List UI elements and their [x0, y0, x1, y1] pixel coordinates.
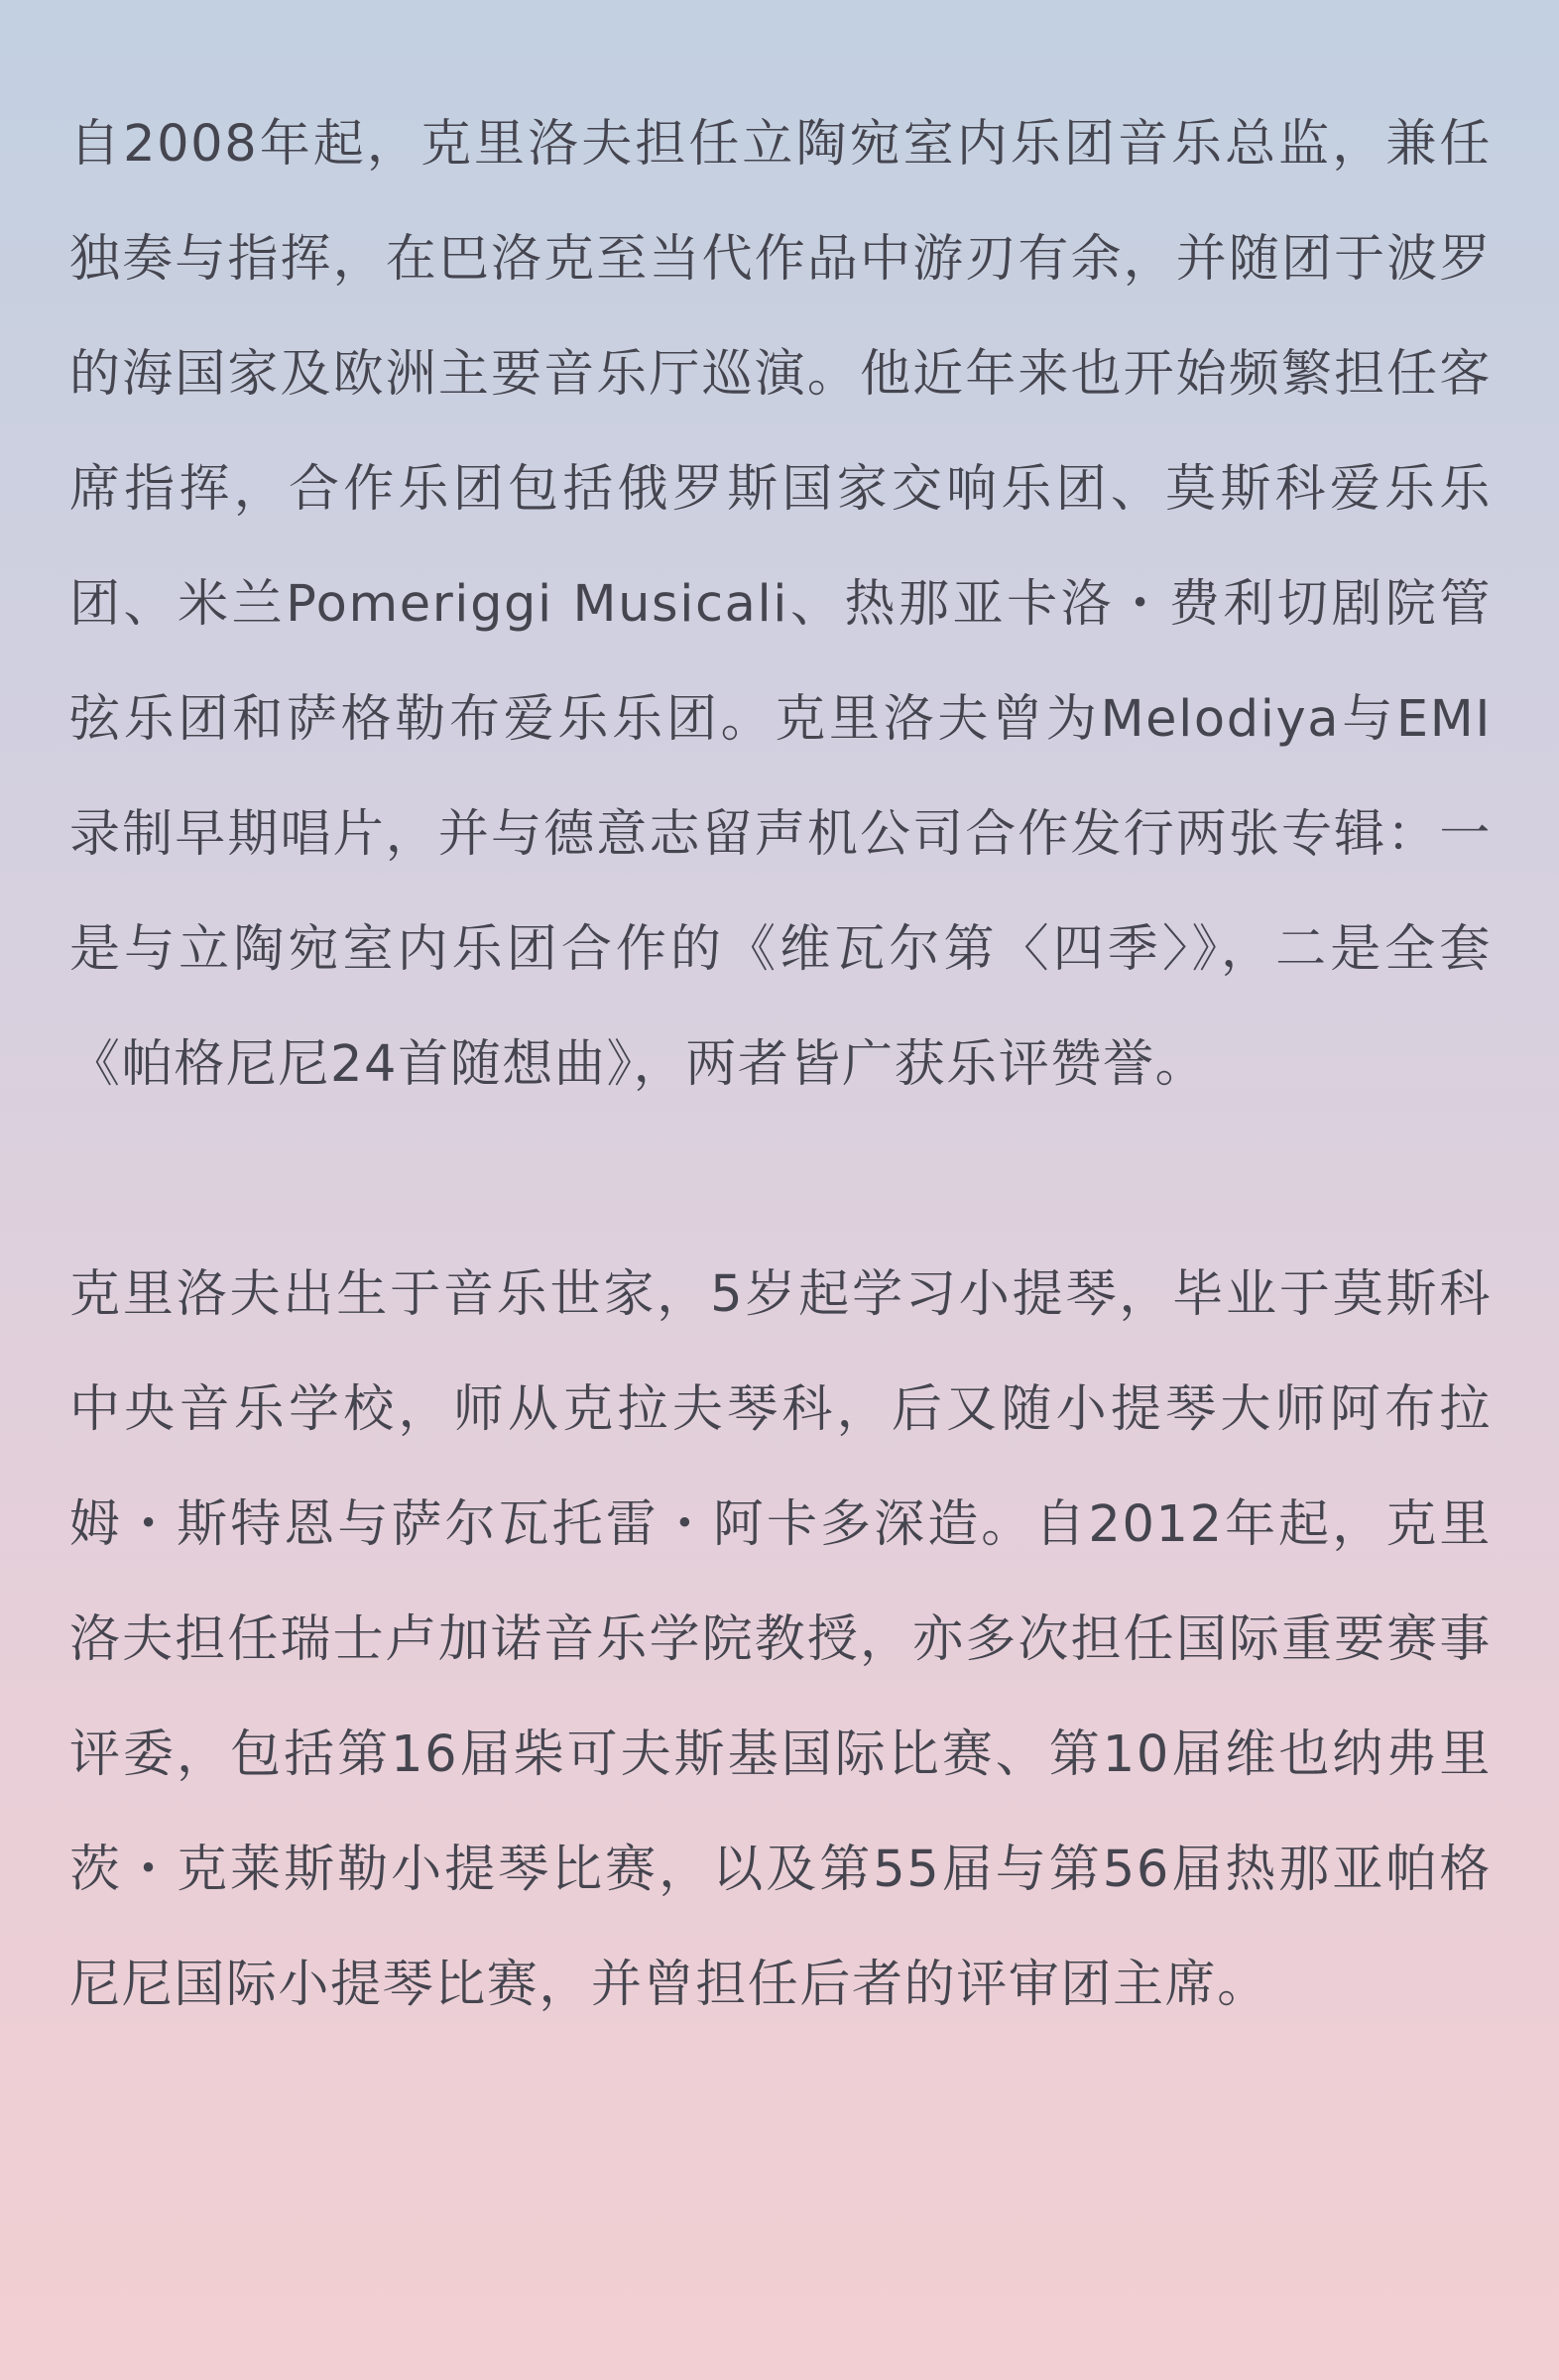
- paragraph-career: 自2008年起，克里洛夫担任立陶宛室内乐团音乐总监，兼任独奏与指挥，在巴洛克至当代作品中游刃有余，并随团于波罗的海国家及欧洲主要音乐厅巡演。他近年来也开始频繁担任客席指挥，合作乐团包括俄罗斯国家交响乐团、莫斯科爱乐乐团、米兰Pomeriggi Musicali、热那亚卡洛・费利切剧院管弦乐团和萨格勒布爱乐乐团。克里洛夫曾为Melodiya与EMI录制早期唱片，并与德意志留声机公司合作发行两张专辑：一是与立陶宛室内乐团合作的《维瓦尔第〈四季〉》，二是全套《帕格尼尼24首随想曲》，两者皆广获乐评赞誉。: [69, 115, 1492, 1094]
- paragraph-background: 克里洛夫出生于音乐世家，5岁起学习小提琴，毕业于莫斯科中央音乐学校，师从克拉夫琴科，后又随小提琴大师阿布拉姆・斯特恩与萨尔瓦托雷・阿卡多深造。自2012年起，克里洛夫担任瑞士卢加诺音乐学院教授，亦多次担任国际重要赛事评委，包括第16届柴可夫斯基国际比赛、第10届维也纳弗里茨・克莱斯勒小提琴比赛，以及第55届与第56届热那亚帕格尼尼国际小提琴比赛，并曾担任后者的评审团主席。: [69, 1265, 1492, 2014]
